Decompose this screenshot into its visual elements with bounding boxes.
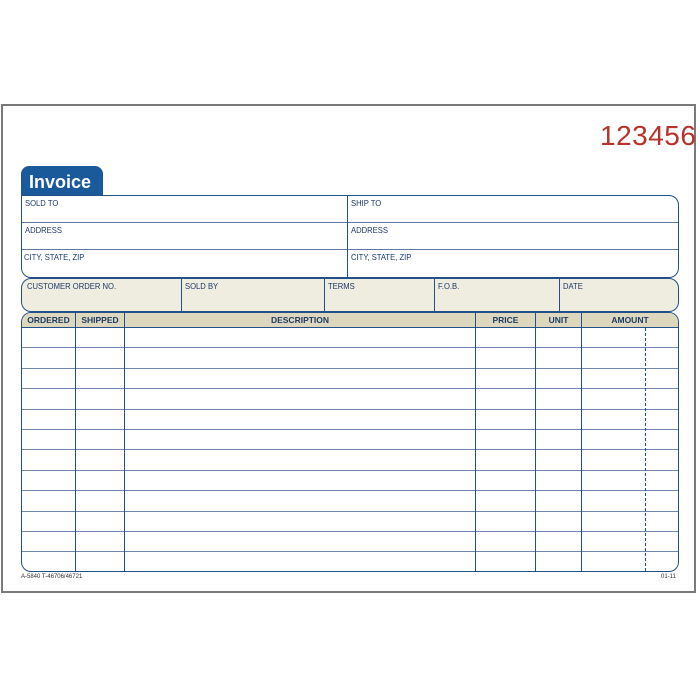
sold-to-address-field[interactable]: ADDRESS <box>25 225 62 235</box>
col-price: PRICE <box>492 315 519 325</box>
col-ordered: ORDERED <box>27 315 70 325</box>
divider <box>124 313 125 571</box>
divider <box>559 279 560 311</box>
divider <box>22 222 678 223</box>
row-divider <box>22 490 678 491</box>
invoice-title: Invoice <box>21 166 103 196</box>
col-amount: AMOUNT <box>611 315 649 325</box>
terms-field[interactable]: TERMS <box>328 281 355 291</box>
row-divider <box>22 347 678 348</box>
divider <box>22 249 678 250</box>
ship-to-address-field[interactable]: ADDRESS <box>351 225 388 235</box>
form-number: 123456 <box>600 120 697 151</box>
cents-divider <box>645 328 646 571</box>
divider <box>324 279 325 311</box>
divider <box>75 313 76 571</box>
row-divider <box>22 388 678 389</box>
ship-to-field[interactable]: SHIP TO <box>351 198 382 208</box>
sold-to-field[interactable]: SOLD TO <box>25 198 59 208</box>
sold-by-field[interactable]: SOLD BY <box>185 281 219 291</box>
row-divider <box>22 511 678 512</box>
date-field[interactable]: DATE <box>563 281 583 291</box>
divider <box>181 279 182 311</box>
row-divider <box>22 449 678 450</box>
sold-to-city-field[interactable]: CITY, STATE, ZIP <box>24 252 85 262</box>
row-divider <box>22 409 678 410</box>
ship-to-city-field[interactable]: CITY, STATE, ZIP <box>351 252 412 262</box>
fob-field[interactable]: F.O.B. <box>438 281 460 291</box>
divider <box>475 313 476 571</box>
col-unit: UNIT <box>548 315 569 325</box>
row-divider <box>22 551 678 552</box>
footer-date: 01-11 <box>661 574 676 580</box>
col-shipped: SHIPPED <box>81 315 119 325</box>
divider <box>535 313 536 571</box>
row-divider <box>22 531 678 532</box>
divider <box>434 279 435 311</box>
divider <box>347 196 348 277</box>
address-box <box>21 195 679 278</box>
customer-order-field[interactable]: CUSTOMER ORDER NO. <box>27 281 117 291</box>
row-divider <box>22 429 678 430</box>
row-divider <box>22 368 678 369</box>
footer-code: A-5840 T-46706/46721 <box>21 574 83 580</box>
row-divider <box>22 470 678 471</box>
col-description: DESCRIPTION <box>270 315 330 325</box>
divider <box>581 313 582 571</box>
